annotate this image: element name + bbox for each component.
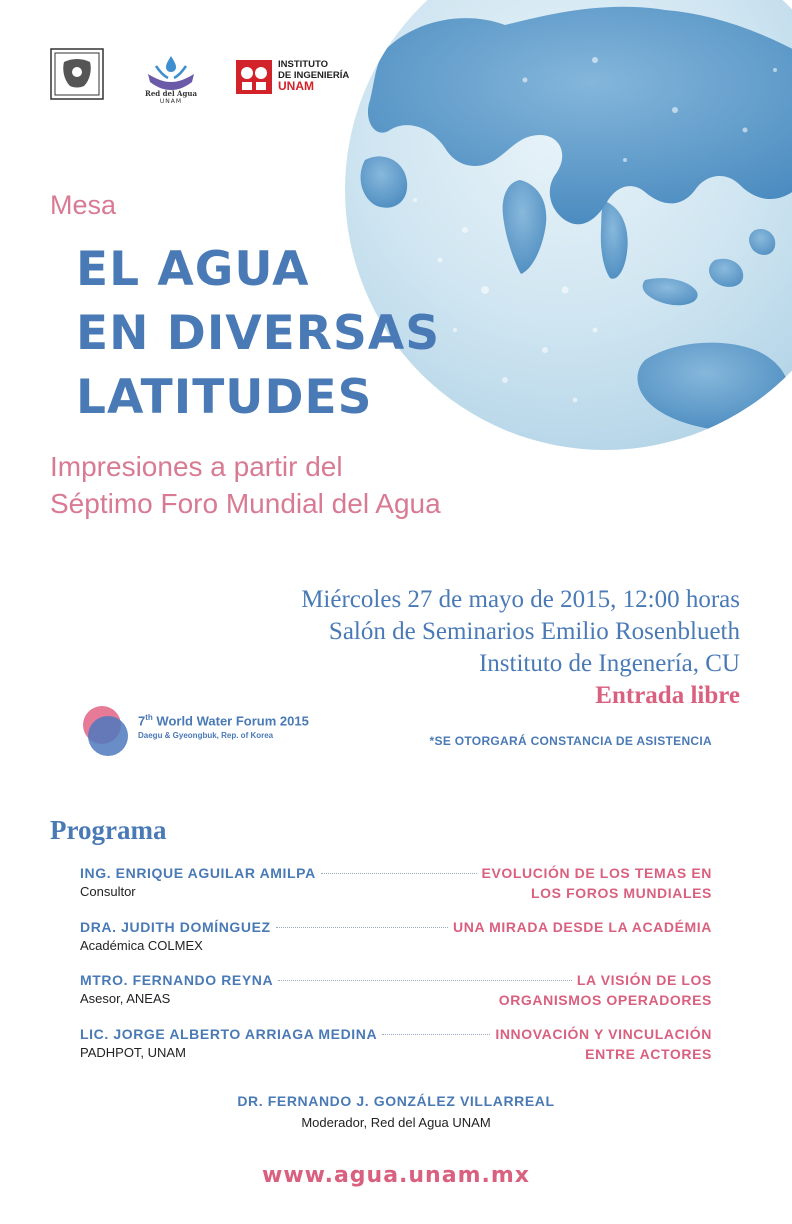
program-item: [80, 919, 712, 953]
talk-topic-line2: LOS FOROS MUNDIALES: [531, 885, 712, 901]
red-del-agua-name: Red del Agua: [145, 89, 197, 98]
event-venue: Salón de Seminarios Emilio Rosenblueth: [328, 618, 740, 645]
speaker-role: Consultor: [80, 884, 136, 899]
talk-topic: INNOVACIÓN Y VINCULACIÓN: [495, 1026, 712, 1042]
program-heading: Programa: [50, 815, 167, 845]
dotted-leader: [321, 873, 477, 874]
speaker-role: Académica COLMEX: [80, 938, 203, 953]
talk-topic: LA VISIÓN DE LOS: [576, 972, 712, 988]
program-item: [80, 972, 712, 1006]
moderator-name: DR. FERNANDO J. GONZÁLEZ VILLARREAL: [237, 1093, 555, 1109]
dotted-leader: [276, 927, 448, 928]
program-item: [80, 865, 712, 899]
forum-title: [138, 713, 309, 728]
ii-line1: INSTITUTO: [278, 59, 328, 70]
certificate-note: *SE OTORGARÁ CONSTANCIA DE ASISTENCIA: [429, 734, 712, 748]
speaker-name: DRA. JUDITH DOMÍNGUEZ: [80, 919, 271, 935]
speaker-name: MTRO. FERNANDO REYNA: [80, 972, 274, 988]
talk-topic: UNA MIRADA DESDE LA ACADÉMIA: [453, 919, 712, 935]
program-item: [80, 1026, 712, 1060]
dotted-leader: [382, 1034, 490, 1035]
title-line1: EL AGUA: [76, 242, 310, 297]
speaker-role: Asesor, ANEAS: [80, 991, 171, 1006]
event-title: [76, 238, 440, 430]
mesa-label: Mesa: [50, 190, 117, 220]
forum-title-rest: World Water Forum 2015: [152, 713, 309, 729]
title-line2: EN DIVERSAS: [76, 306, 441, 361]
speaker-role: PADHPOT, UNAM: [80, 1045, 186, 1060]
entry-label: Entrada libre: [595, 682, 740, 709]
unam-seal-icon: [50, 48, 104, 100]
speaker-name: LIC. JORGE ALBERTO ARRIAGA MEDINA: [80, 1026, 378, 1042]
subtitle-line2: Séptimo Foro Mundial del Agua: [50, 488, 441, 519]
ii-line3: UNAM: [278, 79, 314, 93]
website-link[interactable]: www.agua.unam.mx: [262, 1163, 530, 1188]
forum-location: Daegu & Gyeongbuk, Rep. of Korea: [138, 731, 274, 740]
forum-ordinal: th: [145, 713, 153, 722]
talk-topic-line2: ENTRE ACTORES: [585, 1046, 712, 1062]
event-date-time: Miércoles 27 de mayo de 2015, 12:00 horas: [301, 586, 740, 613]
instituto-ingenieria-logo-icon: [236, 60, 272, 94]
moderator-role: Moderador, Red del Agua UNAM: [301, 1115, 491, 1130]
event-institution: Instituto de Ingenería, CU: [478, 650, 740, 677]
event-subtitle: [50, 448, 441, 522]
instituto-ingenieria-text: [278, 59, 349, 92]
speaker-name: ING. ENRIQUE AGUILAR AMILPA: [80, 865, 316, 881]
event-details: [301, 584, 740, 680]
ii-line2: DE INGENIERÍA: [278, 70, 350, 81]
subtitle-line1: Impresiones a partir del: [50, 451, 343, 482]
red-del-agua-unam: UNAM: [159, 98, 183, 105]
world-water-forum-logo-icon: [78, 703, 134, 759]
dotted-leader: [278, 980, 572, 981]
talk-topic-line2: ORGANISMOS OPERADORES: [498, 992, 712, 1008]
title-line3: LATITUDES: [76, 370, 373, 425]
talk-topic: EVOLUCIÓN DE LOS TEMAS EN: [481, 865, 712, 881]
forum-number: 7: [138, 713, 146, 729]
